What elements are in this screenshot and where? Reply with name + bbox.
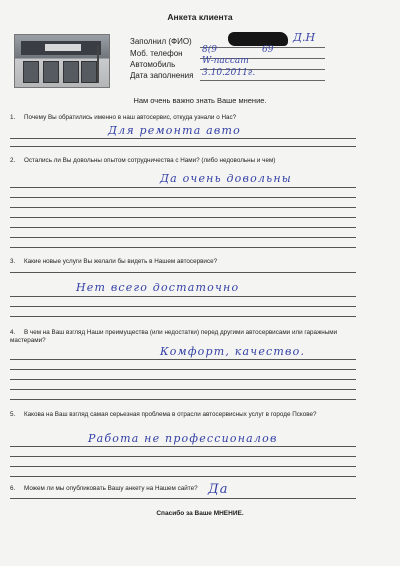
answer-line: [10, 247, 356, 248]
answer-line: [10, 272, 356, 273]
answer-6: Да: [208, 482, 229, 497]
question-text: Какие новые услуги Вы желали бы видеть в Нашем автосервисе?: [24, 258, 218, 265]
answer-1: Для ремонта авто: [108, 124, 241, 137]
question-text: Какова на Ваш взгляд самая серьезная проблема в отрасли автосервисных услуг в городе Пскове?: [24, 411, 317, 418]
answer-line: [10, 446, 356, 447]
answer-line: [10, 187, 356, 188]
redaction-mark: [228, 32, 288, 46]
question-5: [10, 411, 365, 419]
answer-line: [10, 476, 356, 477]
footer-thanks: Спасибо за Ваше МНЕНИЕ.: [156, 510, 244, 517]
car-label: Автомобиль: [130, 60, 176, 69]
answer-line: [10, 237, 356, 238]
phone-value-tail: 69: [262, 45, 274, 55]
answer-line: [10, 389, 356, 390]
answer-line: [10, 369, 356, 370]
service-building-photo: [14, 34, 110, 88]
garage-door: [43, 61, 59, 83]
answer-line: [10, 146, 356, 147]
answer-2: Да очень довольны: [160, 172, 292, 185]
form-subtitle: Нам очень важно знать Ваше мнение.: [133, 96, 267, 105]
date-line: [200, 80, 325, 81]
answer-4: Комфорт, качество.: [160, 345, 306, 358]
phone-label: Моб. телефон: [130, 49, 183, 58]
question-number: 6.: [10, 485, 16, 492]
garage-door: [63, 61, 79, 83]
garage-door: [81, 61, 97, 83]
answer-line: [10, 296, 356, 297]
question-6: [10, 485, 365, 493]
date-value: 3.10.2011г.: [202, 68, 256, 78]
question-text: В чем на Ваш взгляд Наши преимущества (или недостатки) перед другими автосервисами или гаражными мастерами?: [10, 329, 338, 344]
answer-line: [10, 466, 356, 467]
car-value: W-пассат: [202, 56, 249, 66]
name-value: Д.Н: [293, 31, 316, 44]
answer-line: [10, 197, 356, 198]
lamp-post: [97, 45, 99, 83]
question-number: 1.: [10, 114, 16, 121]
answer-line: [10, 207, 356, 208]
garage-door: [23, 61, 39, 83]
question-1: [10, 114, 365, 122]
answer-line: [10, 399, 356, 400]
answer-line: [10, 138, 356, 139]
question-text: Почему Вы обратились именно в наш автосервис, откуда узнали о Нас?: [24, 114, 237, 121]
answer-line: [10, 227, 356, 228]
question-4: [10, 329, 365, 345]
question-number: 5.: [10, 411, 16, 418]
answer-line: [10, 379, 356, 380]
answer-line: [10, 306, 356, 307]
answer-line: [10, 456, 356, 457]
question-number: 4.: [10, 329, 16, 336]
date-label: Дата заполнения: [130, 71, 194, 80]
answer-line: [10, 316, 356, 317]
building-sign: [45, 44, 81, 51]
answer-line: [10, 217, 356, 218]
answer-5: Работа не профессионалов: [88, 432, 278, 445]
answer-line: [10, 359, 356, 360]
answer-3: Нет всего достаточно: [76, 281, 240, 294]
question-3: [10, 258, 365, 266]
phone-value: 8(9: [202, 45, 217, 55]
question-text: Остались ли Вы довольны опытом сотрудничества с Нами? (либо недовольны и чем): [24, 157, 276, 164]
answer-line: [10, 498, 356, 499]
question-2: [10, 157, 365, 165]
question-number: 2.: [10, 157, 16, 164]
question-text: Можем ли мы опубликовать Вашу анкету на Нашем сайте?: [24, 485, 198, 492]
name-label: Заполнил (ФИО): [130, 37, 192, 46]
form-title: Анкета клиента: [167, 12, 233, 22]
question-number: 3.: [10, 258, 16, 265]
